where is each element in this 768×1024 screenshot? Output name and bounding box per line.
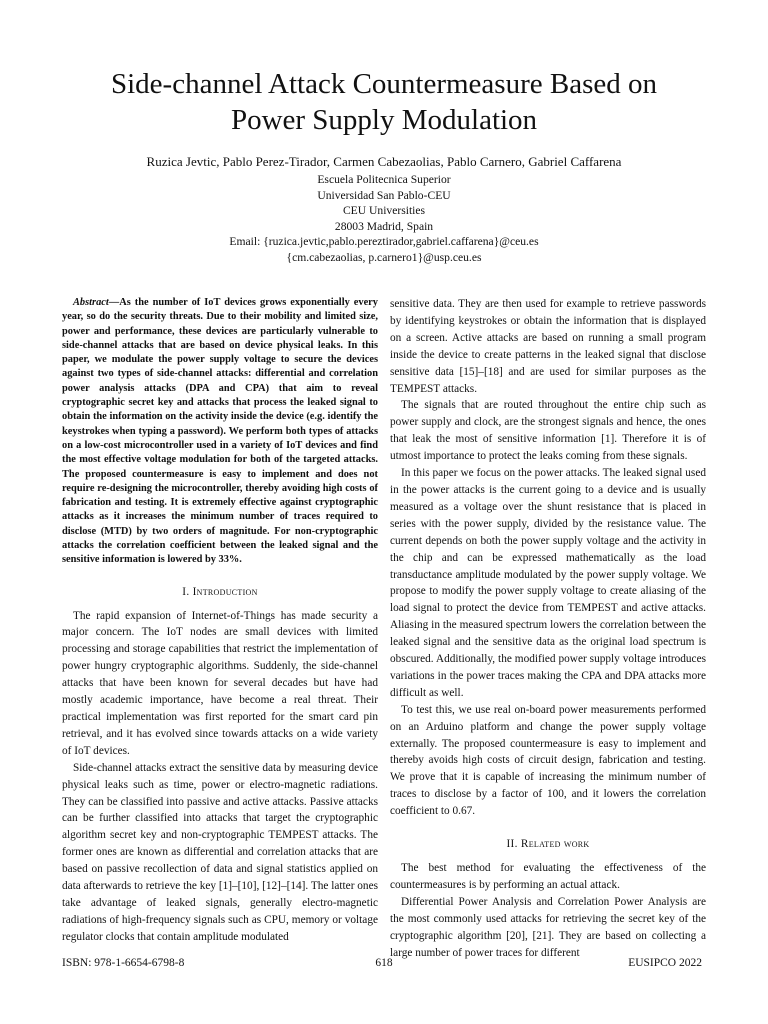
right-column [390,296,706,961]
paragraph-continued: sensitive data. They are then used for example to retrieve passwords by identifying keystrokes or obtain the information that is displayed on a screen. Active attacks are based on running a small program inside the device to create patterns in the leaked signal that disclose sensitive data [15]–[18] and are used for similar purposes as the TEMPEST attacks. [390,298,706,395]
paragraph: To test this, we use real on-board power measurements performed on an Arduino platform and change the power supply voltage externally. The proposed countermeasure is easy to implement and thereby avoids high costs of circuit design, fabrication and testing. We prove that it is capable of increasing the minimum number of traces to disclose by a factor of 100, and it lowers the correlation coefficient to 0.67. [390,703,706,818]
section-heading-introduction [62,584,378,601]
paragraph: Side-channel attacks extract the sensitive data by measuring device physical leaks such as time, power or electro-magnetic radiations. They can be classified into passive and active attacks. Passive attacks can be further classified into attacks that target the cryptographic algorithm secret key and non-cryptographic TEMPEST attacks. The former ones are known as differential and correlation attacks that are based on passive recollection of data and signal statistics applied on data afterwards to retrieve the key [1]–[10], [12]–[14]. The latter ones take advantage of leaked signals, generally electro-magnetic radiations of high-frequency signals such as CPU, memory or voltage regulator clocks that contain amplitude modulated [62,761,378,943]
email-line: Email: {ruzica.jevtic,pablo.pereztirador,gabriel.caffarena}@ceu.es [229,235,539,248]
section-title: Introduction [192,585,258,598]
footer-conference: EUSIPCO 2022 [628,957,702,969]
section-heading-related-work [390,836,706,853]
paragraph: In this paper we focus on the power attacks. The leaked signal used in the power attacks is the current going to a device and is usually measured as a voltage over the shunt resistance that is placed in series with the power supply, divided by the resistance value. The current depends on both the power supply voltage and the activity in the chip and can be expressed mathematically as the load transductance amplitude modulated by the power supply voltage. We propose to modify the power supply voltage to create aliasing of the load signal to protect the device from TEMPEST and active attacks. Aliasing in the measured spectrum lowers the correlation between the leaked signal and the sensitive data as the original load spectrum is obscured. Additionally, the modified power supply voltage introduces variations in the power traces making the CPA and DPA attacks more difficult as well. [390,467,706,699]
paragraph: The signals that are routed throughout the entire chip such as power supply and clock, are the strongest signals and hence, the ones that leak the most of sensitive information [1]. Therefore it is of utmost importance to protect the leaks coming from these signals. [390,399,706,463]
section-number: I. [182,585,190,598]
title-line-2: Power Supply Modulation [230,104,538,136]
affiliation-line: Universidad San Pablo-CEU [317,188,451,202]
footer-page-number: 618 [375,957,393,969]
footer-isbn: ISBN: 978-1-6654-6798-8 [62,957,185,969]
paragraph: The best method for evaluating the effectiveness of the countermeasures is by performing an actual attack. [390,862,706,891]
section-title: Related work [520,838,590,851]
left-column [62,296,378,946]
paragraph: The rapid expansion of Internet-of-Things has made security a major concern. The IoT nodes are small devices with limited processing and storage capabilities that restrict the implementation of power hungry cryptographic algorithms. Suddenly, the side-channel attacks that have been known for several decades but have had mostly academic importance, have become a real threat. Their practical implementation was first reported for the smart card pin retrieval, and it has evolved since towards attacks on a wide variety of IoT devices. [62,609,378,757]
abstract-label: Abstract [73,297,109,308]
title-line-1: Side-channel Attack Countermeasure Based on [110,68,657,100]
section-number: II. [506,838,518,851]
affiliation-block [40,172,728,265]
email-line: {cm.cabezaolias, p.carnero1}@usp.ceu.es [286,250,482,264]
affiliation-line: Escuela Politecnica Superior [317,173,451,186]
paragraph: Differential Power Analysis and Correlation Power Analysis are the most commonly used attacks for retrieving the secret key of the cryptographic algorithm [20], [21]. They are based on collecting a large number of power traces for different [390,895,706,959]
affiliation-line: CEU Universities [342,204,426,217]
affiliation-line: 28003 Madrid, Spain [334,219,434,233]
author-list: Ruzica Jevtic, Pablo Perez-Tirador, Carmen Cabezaolias, Pablo Carnero, Gabriel Caffarena [146,154,622,169]
abstract [62,296,378,568]
abstract-text: —As the number of IoT devices grows exponentially every year, so do the security threats. Due to their mobility and limited size, power and performance, these devices are particularly vulnerable to side-channel attacks that are based on device physical leaks. In this paper, we modulate the power supply voltage to secure the devices against two types of side-channel attacks: differential and correlation power analysis attacks (DPA and CPA) that aim to reveal cryptographic secret key and attacks that process the leaked signal to obtain the information on the activity inside the device (e.g. identify the keystrokes when typing a password). We perform both types of attacks on a low-cost microcontroller used in a variety of IoT devices and find the most effective voltage modulation for both of the targeted attacks. The proposed countermeasure is easy to implement and does not require re-designing the microcontroller, thereby avoiding high costs of fabrication and testing. It is extremely effective against cryptographic attacks as it increases the minimum number of traces required to disclose (MTD) by two orders of magnitude. For non-cryptographic attacks the correlation coefficient between the leaked signal and the sensitive information is lowered by 33%. [62,297,378,566]
paper-title [60,66,708,138]
